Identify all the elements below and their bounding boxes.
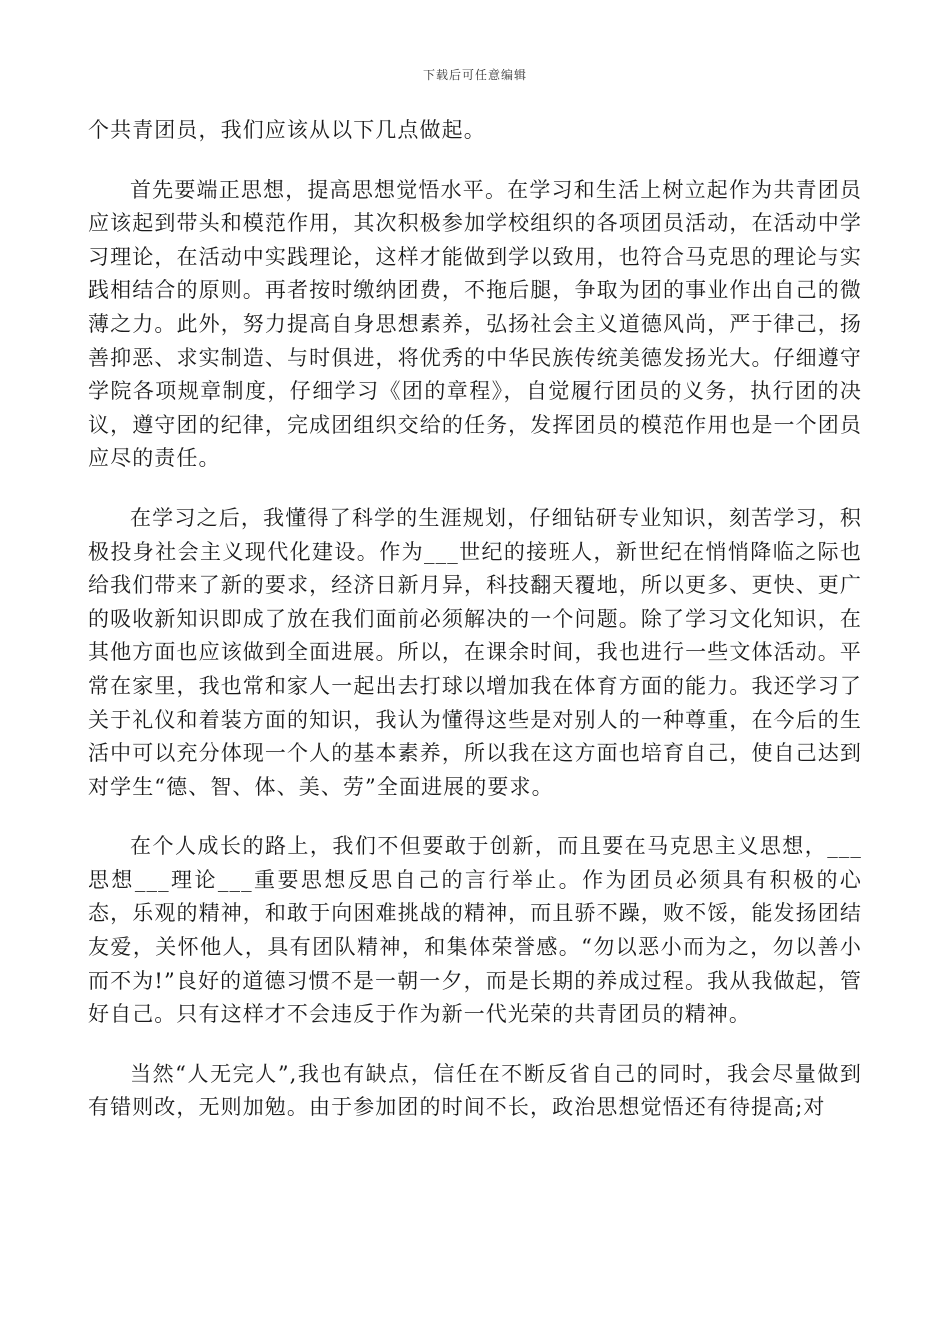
paragraph-continuation: 个共青团员，我们应该从以下几点做起。 — [88, 118, 486, 142]
paragraph: 在个人成长的路上，我们不但要敢于创新，而且要在马克思主义思想，___思想___理论___重要思想反思自己的言行举止。作为团员必须具有积极的心态，乐观的精神，和敢于向困难挑战的精神，而且骄不躁，败不馁，能发扬团结友爱，关怀他人，具有团队精神，和集体荣誉感。“勿以恶小而为之，勿以善小而不为!”良好的道德习惯不是一朝一夕，而是长期的养成过程。我从我做起，管好自己。只有这样才不会违反于作为新一代光荣的共青团员的精神。 — [88, 834, 862, 1027]
document-body — [88, 114, 862, 1125]
page-header: 下载后可任意编辑 — [422, 68, 527, 82]
paragraph: 当然“人无完人”,我也有缺点，信任在不断反省自己的同时，我会尽量做到有错则改，无则加勉。由于参加团的时间不长，政治思想觉悟还有待提高;对 — [88, 1061, 862, 1120]
paragraph: 首先要端正思想，提高思想觉悟水平。在学习和生活上树立起作为共青团员应该起到带头和模范作用，其次积极参加学校组织的各项团员活动，在活动中学习理论，在活动中实践理论，这样才能做到学以致用，也符合马克思的理论与实践相结合的原则。再者按时缴纳团费，不拖后腿，争取为团的事业作出自己的微薄之力。此外，努力提高自身思想素养，弘扬社会主义道德风尚，严于律己，扬善抑恶、求实制造、与时俱进，将优秀的中华民族传统美德发扬光大。仔细遵守学院各项规章制度，仔细学习《团的章程》，自觉履行团员的义务，执行团的决议，遵守团的纪律，完成团组织交给的任务，发挥团员的模范作用也是一个团员应尽的责任。 — [88, 177, 862, 471]
paragraph: 在学习之后，我懂得了科学的生涯规划，仔细钻研专业知识，刻苦学习，积极投身社会主义现代化建设。作为___世纪的接班人，新世纪在悄悄降临之际也给我们带来了新的要求，经济日新月异，科技翻天覆地，所以更多、更快、更广的吸收新知识即成了放在我们面前必须解决的一个问题。除了学习文化知识，在其他方面也应该做到全面进展。所以，在课余时间，我也进行一些文体活动。平常在家里，我也常和家人一起出去打球以增加我在体育方面的能力。我还学习了关于礼仪和着装方面的知识，我认为懂得这些是对别人的一种尊重，在今后的生活中可以充分体现一个人的基本素养，所以我在这方面也培育自己，使自己达到对学生“德、智、体、美、劳”全面进展的要求。 — [88, 505, 862, 799]
